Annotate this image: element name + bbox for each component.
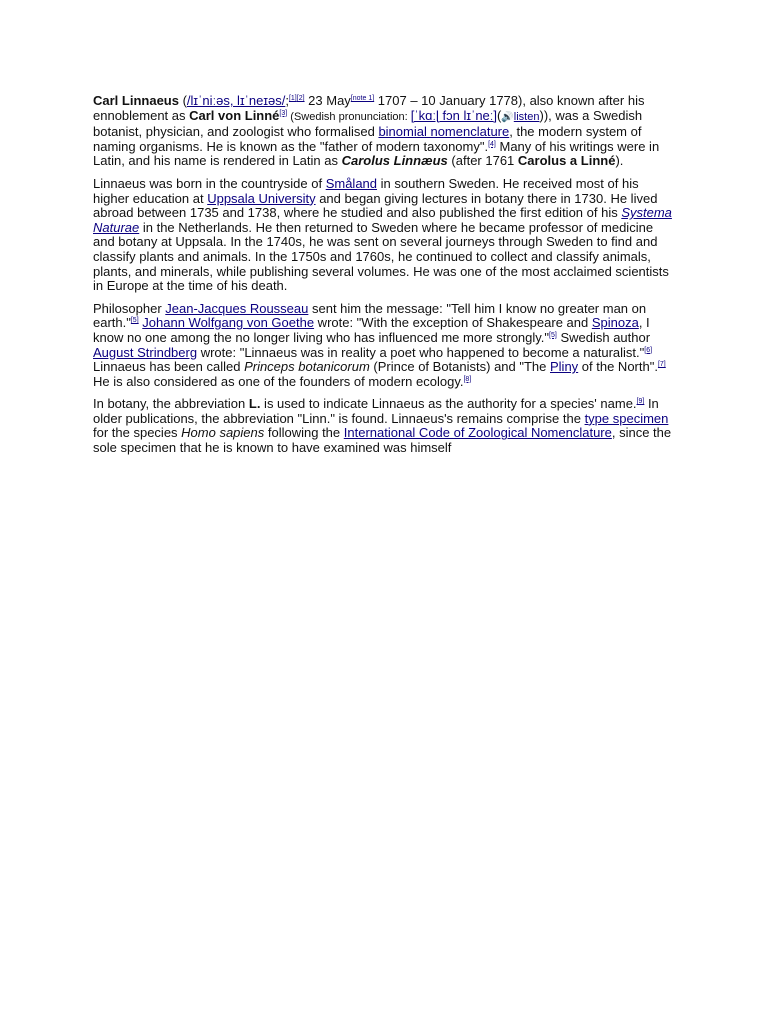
ennobled-name: Carl von Linné xyxy=(189,107,280,123)
paragraph-biography xyxy=(93,177,677,294)
ref-4-link[interactable]: [4] xyxy=(488,140,496,148)
type-specimen-link[interactable]: type specimen xyxy=(584,410,669,426)
text: , the modern system of naming organisms. He is known as the "father of modern taxonomy". xyxy=(93,124,642,154)
text: , I know no one among the no longer living who has influenced me more strongly." xyxy=(93,315,650,345)
text: ( xyxy=(497,107,502,123)
text: In older publications, the abbreviation "Linn." is found. Linnaeus's remains comprise the xyxy=(93,396,659,426)
text: following the xyxy=(264,425,344,441)
ref-8-link[interactable]: [8] xyxy=(463,375,472,383)
subject-name: Carl Linnaeus xyxy=(93,93,179,108)
text: In botany, the abbreviation xyxy=(93,396,249,412)
ref-2 xyxy=(297,95,305,102)
text: ; xyxy=(285,93,289,108)
text: ). xyxy=(615,153,624,169)
systema-naturae-title: Systema Naturae xyxy=(93,205,672,235)
goethe-link[interactable]: Johann Wolfgang von Goethe xyxy=(142,315,315,331)
paragraph-legacy xyxy=(93,302,677,390)
text: in the Netherlands. He then returned to Sweden where he became professor of medicine and botany at Uppsala. In the 1740s, he was sent on several journeys through Sweden to find and classify plants and animals. In the 1750s and 1760s, he continued to collect and classify animals, plants, and minerals, while publishing several volumes. He was one of the most acclaimed scientists in Europe at the time of his death. xyxy=(93,219,669,294)
smaland-link[interactable]: Småland xyxy=(325,175,378,191)
uppsala-university-link[interactable]: Uppsala University xyxy=(207,190,316,206)
abbreviation: L. xyxy=(248,396,261,412)
ref-2-link[interactable]: [2] xyxy=(296,95,305,102)
linne-name: Carolus a Linné xyxy=(517,153,616,169)
ipa-link[interactable]: /lɪˈniːəs, lɪˈneɪəs/ xyxy=(186,93,286,108)
note-1-link[interactable]: [note 1] xyxy=(350,95,375,102)
ref-1-link[interactable]: [1] xyxy=(288,95,297,102)
text: wrote: "Linnaeus was in reality a poet who happened to become a naturalist." xyxy=(197,344,645,360)
ref-9-link[interactable]: [9] xyxy=(636,398,645,406)
text: Philosopher xyxy=(93,300,166,316)
text: is used to indicate Linnaeus as the authority for a species' name. xyxy=(260,396,637,412)
strindberg-link[interactable]: August Strindberg xyxy=(93,344,198,360)
text: for the species xyxy=(93,425,182,441)
ref-1 xyxy=(289,95,297,102)
paragraph-abbreviation xyxy=(93,397,677,455)
swedish-ipa-link[interactable]: [ˈkɑːɭ fɔn lɪˈneː] xyxy=(410,107,497,123)
text: sent him the message: "Tell him I know no greater man on earth." xyxy=(93,300,647,331)
text: Swedish author xyxy=(556,329,651,345)
ref-4 xyxy=(488,141,496,148)
text: of the North". xyxy=(578,359,658,375)
text: )), was a Swedish botanist, physician, and zoologist who formalised xyxy=(93,107,643,140)
ref-6-link[interactable]: [6] xyxy=(644,346,653,354)
pliny-link[interactable]: Pliny xyxy=(550,359,579,375)
text: Many of his writings were in Latin, and his name is rendered in Latin as xyxy=(93,138,660,169)
binomial-nomenclature-link[interactable]: binomial nomenclature xyxy=(378,124,510,140)
note-1 xyxy=(351,95,374,102)
ref-5-link[interactable]: [5] xyxy=(130,317,139,325)
swedish-pronunciation-label: (Swedish pronunciation: xyxy=(287,110,411,123)
text: He is also considered as one of the founders of modern ecology. xyxy=(93,373,464,389)
ref-3-link[interactable]: [3] xyxy=(279,109,288,117)
text: wrote: "With the exception of Shakespeare and xyxy=(314,315,592,331)
ref-8 xyxy=(463,376,471,383)
princeps-botanicorum: Princeps botanicorum xyxy=(244,359,370,375)
ref-7-link[interactable]: [7] xyxy=(657,361,666,369)
text: 1707 – 10 January 1778), also known after his ennoblement as xyxy=(93,93,645,123)
ref-5 xyxy=(131,317,139,324)
text: Linnaeus has been called xyxy=(93,359,245,375)
speaker-icon[interactable]: 🔊 xyxy=(501,111,514,123)
text: 23 May xyxy=(304,93,351,108)
article-body xyxy=(93,94,677,464)
ref-5-link[interactable]: [5] xyxy=(549,331,557,339)
text: ( xyxy=(178,93,187,108)
latin-name: Carolus Linnæus xyxy=(341,153,448,169)
text: in southern Sweden. He received most of his higher education at xyxy=(93,175,639,206)
listen-link[interactable]: listen xyxy=(513,110,540,123)
spinoza-link[interactable]: Spinoza xyxy=(591,315,639,331)
paragraph-intro xyxy=(93,94,677,169)
text: Linnaeus was born in the countryside of xyxy=(93,175,326,191)
text: (after 1761 xyxy=(447,153,518,169)
ref-6 xyxy=(644,347,652,354)
text: , since the sole specimen that he is known to have examined was himself xyxy=(93,425,672,456)
ref-7 xyxy=(658,361,666,368)
text: (Prince of Botanists) and "The xyxy=(369,359,550,375)
homo-sapiens: Homo sapiens xyxy=(181,425,265,441)
rousseau-link[interactable]: Jean-Jacques Rousseau xyxy=(165,300,309,316)
iczn-link[interactable]: International Code of Zoological Nomenclature xyxy=(343,425,612,441)
text: and began giving lectures in botany there in 1730. He lived abroad between 1735 and 1738, where he studied and also published the first edition of his xyxy=(93,190,658,221)
ref-5 xyxy=(549,332,557,339)
